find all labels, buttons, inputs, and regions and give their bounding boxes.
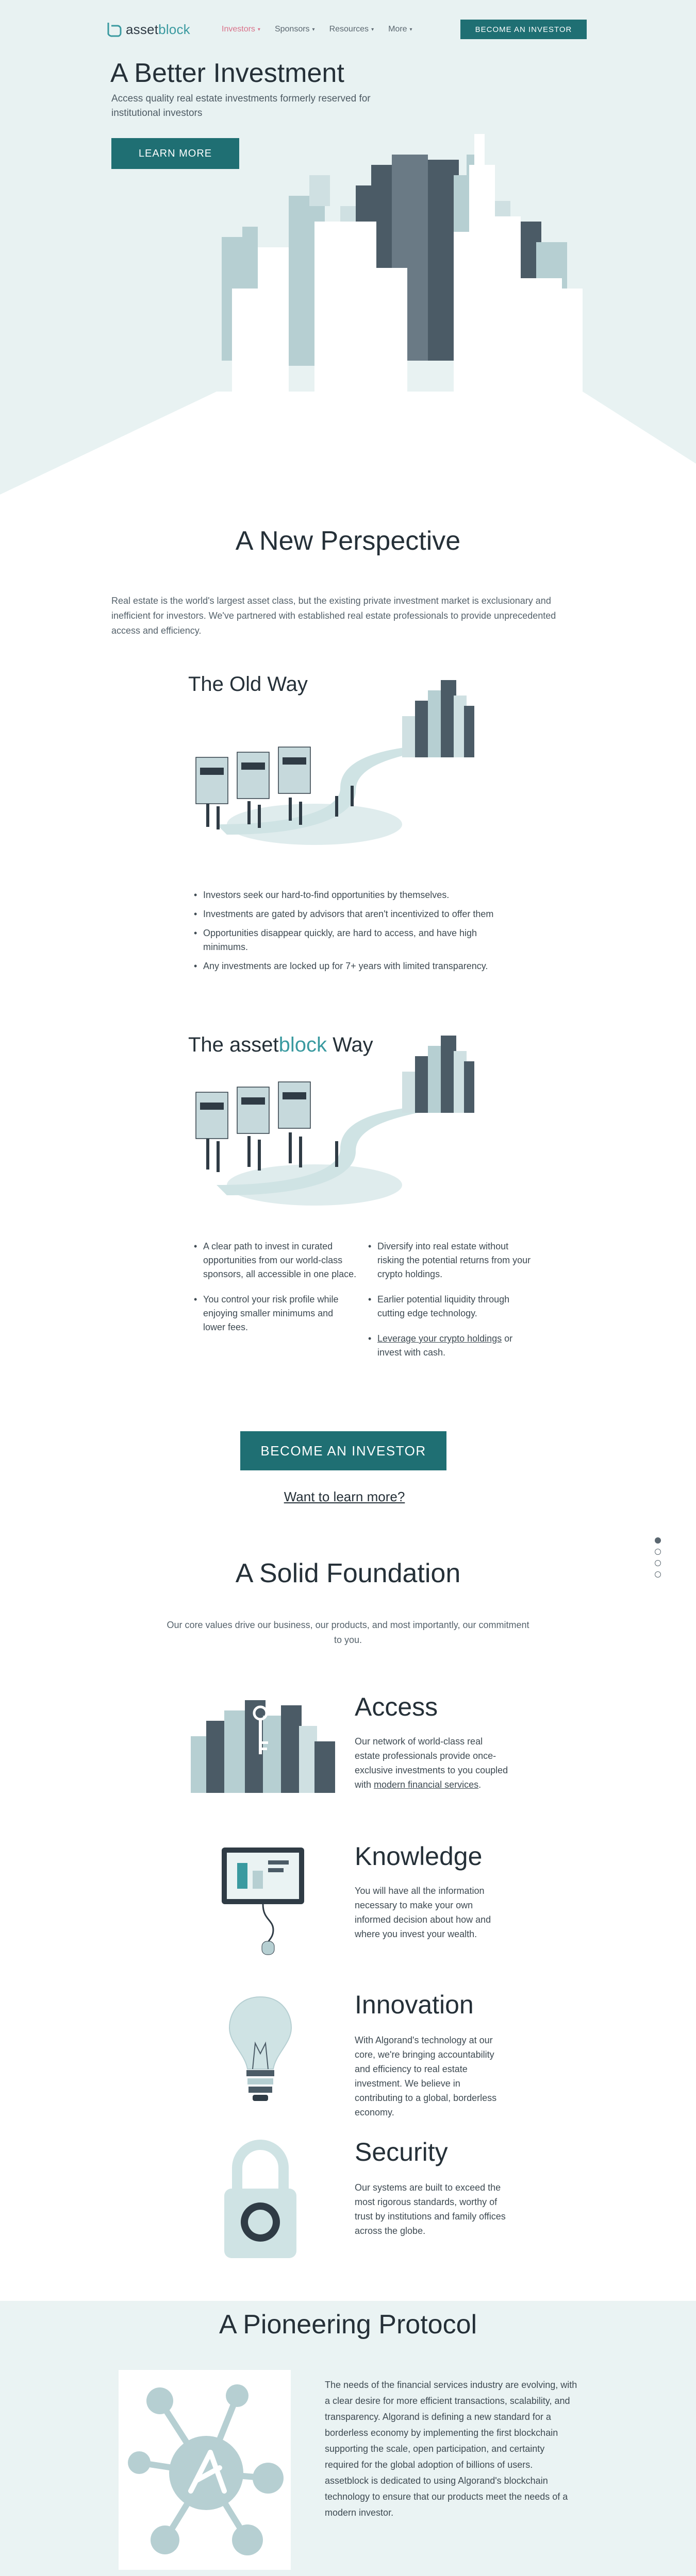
become-investor-button[interactable]: BECOME AN INVESTOR <box>240 1431 446 1470</box>
old-way-title: The Old Way <box>188 673 308 696</box>
list-item: • You control your risk profile while enjoying smaller minimums and lower fees. <box>192 1293 357 1334</box>
hero-background <box>0 0 696 515</box>
innovation-text: With Algorand's technology at our core, we're bringing accountability and efficiency to real estate investment. We believe in contributing to a global, borderless economy. <box>355 2035 497 2117</box>
knowledge-text: You will have all the information necessary to make your own informed decision about how and where you invest your wealth. <box>355 1886 491 1939</box>
new-way-list-right <box>366 1240 536 1365</box>
foundation-title: A Solid Foundation <box>235 1558 461 1588</box>
access-illustration <box>186 1690 340 1803</box>
pager-dot[interactable] <box>655 1549 661 1555</box>
want-to-learn-more-link[interactable]: Want to learn more? <box>284 1489 405 1504</box>
chevron-down-icon: ▾ <box>409 26 412 32</box>
protocol-text: The needs of the financial services industry are evolving, with a clear desire for more efficient transactions, scalability, and transparency. Algorand is defining a new standard for a borderless economy by implementing the first blockchain supporting the scale, open participation, and certainty required for the global adoption of billions of users. assetblock is dedicated to using Algorand's blockchain technology to ensure that our products meet the needs of a modern investor. <box>325 2380 577 2518</box>
new-way-list-left <box>192 1240 357 1340</box>
knowledge-illustration <box>217 1842 309 1956</box>
leverage-crypto-link[interactable]: Leverage your crypto holdings <box>377 1333 502 1344</box>
chevron-down-icon: ▾ <box>312 26 315 32</box>
access-text: Our network of world-class real estate professionals provide once-exclusive investments to you coupled with modern financial services. <box>355 1736 508 1790</box>
perspective-intro: Real estate is the world's largest asset class, but the existing private investment market is exclusionary and inefficient for investors. We've partnered with established real estate professionals to provide unprecedented access and efficiency. <box>111 596 556 636</box>
chevron-down-icon: ▾ <box>257 26 260 32</box>
innovation-title: Innovation <box>355 1990 474 2019</box>
nav-item-more[interactable]: More ▾ <box>388 25 412 33</box>
nav-item-sponsors[interactable]: Sponsors ▾ <box>274 25 315 33</box>
chevron-down-icon: ▾ <box>371 26 374 32</box>
logo-text: assetblock <box>126 21 190 37</box>
old-way-illustration <box>186 670 495 855</box>
list-item: • Opportunities disappear quickly, are hard to access, and have high minimums. <box>192 926 522 954</box>
security-title: Security <box>355 2138 448 2166</box>
learn-more-button[interactable]: LEARN MORE <box>111 138 239 169</box>
assetblock-logo[interactable] <box>105 20 190 39</box>
list-item: • Earlier potential liquidity through cutting edge technology. <box>366 1293 536 1320</box>
list-item: • Investors seek our hard-to-find opportunities by themselves. <box>192 888 522 902</box>
new-way-title: The assetblock Way <box>188 1033 373 1056</box>
knowledge-title: Knowledge <box>355 1842 483 1871</box>
list-item: • Diversify into real estate without risking the potential returns from your crypto holdings. <box>366 1240 536 1281</box>
pager-dot[interactable] <box>655 1537 661 1544</box>
top-nav <box>0 0 696 57</box>
list-item: • Any investments are locked up for 7+ years with limited transparency. <box>192 959 522 973</box>
padlock-icon <box>222 2137 299 2261</box>
modern-financial-services-link[interactable]: modern financial services <box>374 1780 479 1790</box>
assetblock-logo-icon <box>105 21 123 38</box>
nav-item-resources[interactable]: Resources ▾ <box>329 25 374 33</box>
hero-title: A Better Investment <box>110 58 344 88</box>
list-item: • Leverage your crypto holdings or invest with cash. <box>366 1332 536 1360</box>
lightbulb-icon <box>222 1992 299 2110</box>
nav-become-investor-button[interactable]: BECOME AN INVESTOR <box>460 20 587 39</box>
hero-subtitle: Access quality real estate investments formerly reserved for institutional investors <box>111 93 371 118</box>
list-item: • Investments are gated by advisors that aren't incentivized to offer them <box>192 907 522 921</box>
foundation-intro: Our core values drive our business, our products, and most importantly, our commitment to you. <box>167 1620 529 1645</box>
algorand-network-illustration <box>119 2370 291 2570</box>
list-item: • A clear path to invest in curated opportunities from our world-class sponsors, all accessible in one place. <box>192 1240 357 1281</box>
main-menu <box>222 25 412 34</box>
nav-item-investors[interactable]: Investors ▾ <box>222 25 260 33</box>
new-way-illustration <box>186 1030 495 1216</box>
security-text: Our systems are built to exceed the most rigorous standards, worthy of trust by institutions and family offices across the globe. <box>355 2182 506 2236</box>
access-title: Access <box>355 1692 438 1721</box>
protocol-title: A Pioneering Protocol <box>219 2310 477 2340</box>
perspective-title: A New Perspective <box>235 526 461 556</box>
old-way-list <box>192 888 522 978</box>
